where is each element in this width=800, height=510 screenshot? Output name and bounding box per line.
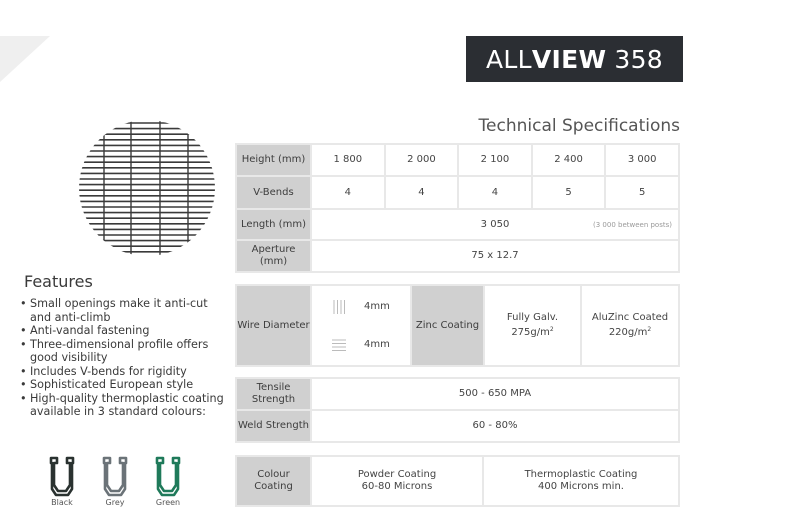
length-value: 3 050 [480,218,510,230]
profile-grey-icon [100,455,130,497]
thermo-coating-cell [483,456,679,506]
feature-item: • Anti-vandal fastening [20,324,230,338]
horizontal-wire-row [312,326,410,364]
product-title [466,36,683,82]
swatch-label: Grey [105,498,125,507]
fully-galv-cell [484,285,581,366]
tensile-value: 500 - 650 MPA [311,378,679,410]
vbends-value: 4 [385,176,459,209]
aluzinc-line2 [582,324,678,339]
aperture-value: 75 x 12.7 [311,240,679,272]
profile-green-icon [153,455,183,497]
galv-line2 [485,324,580,339]
height-value: 2 400 [532,144,606,176]
table-row-vbends [236,176,679,209]
length-label: Length (mm) [236,209,311,240]
aperture-label: Aperture (mm) [236,240,311,272]
height-value: 3 000 [605,144,679,176]
powder-line2: 60-80 Microns [361,481,433,492]
vbends-value: 4 [311,176,385,209]
horizontal-wires-icon [332,338,346,352]
swatch-black [42,455,82,507]
vbends-label: V-Bends [236,176,311,209]
title-bold: VIEW [531,44,607,74]
vertical-wire-value: 4mm [364,300,390,312]
height-value: 2 100 [458,144,532,176]
colour-coating-label: Colour Coating [236,456,311,506]
wire-zinc-table [235,284,680,367]
galv-value: 275g/m [511,327,550,338]
title-light: ALL [486,44,532,74]
table-row-length [236,209,679,240]
table-row-tensile [236,378,679,410]
corner-decoration [0,36,50,82]
feature-item: • High-quality thermoplastic coating available in 3 standard colours: [20,392,230,419]
table-row-aperture [236,240,679,272]
profile-black-icon [47,455,77,497]
table-row-wire [236,285,679,366]
swatch-green [148,455,188,507]
wire-diameter-label: Wire Diameter [236,285,311,366]
features-title: Features [24,272,93,291]
vertical-wires-icon [332,300,346,314]
dimensions-table [235,143,680,273]
swatch-label: Green [155,498,181,507]
height-value: 1 800 [311,144,385,176]
thermo-line1: Thermoplastic Coating [524,469,638,480]
tensile-label: Tensile Strength [236,378,311,410]
feature-item: • Small openings make it anti-cut and anti-climb [20,297,230,324]
spec-heading: Technical Specifications [478,116,680,136]
galv-line1: Fully Galv. [506,312,559,323]
galv-sup: 2 [549,326,554,333]
thermo-line2: 400 Microns min. [538,481,624,492]
mesh-illustration [78,119,216,257]
powder-coating-cell [311,456,483,506]
zinc-coating-label: Zinc Coating [411,285,484,366]
table-row-weld [236,410,679,442]
wire-diameter-values [311,285,411,366]
swatch-label: Black [51,498,73,507]
swatch-grey [95,455,135,507]
vbends-value: 5 [605,176,679,209]
coating-table [235,455,680,507]
aluzinc-value: 220g/m [608,327,648,338]
table-row-coating [236,456,679,506]
height-label: Height (mm) [236,144,311,176]
aluzinc-cell [581,285,679,366]
length-note: (3 000 between posts) [593,220,672,229]
length-cell [311,209,679,240]
table-row-height [236,144,679,176]
horizontal-wire-value: 4mm [364,338,390,350]
feature-item: • Includes V-bends for rigidity [20,365,230,379]
powder-line1: Powder Coating [357,469,437,480]
strength-table [235,377,680,443]
features-list [20,297,230,419]
vertical-wire-row [312,288,410,326]
weld-value: 60 - 80% [311,410,679,442]
vbends-value: 4 [458,176,532,209]
aluzinc-line1: AluZinc Coated [591,312,669,323]
vbends-value: 5 [532,176,606,209]
colour-swatches [40,455,190,510]
feature-item: • Three-dimensional profile offers good visibility [20,338,230,365]
feature-item: • Sophisticated European style [20,378,230,392]
aluzinc-sup: 2 [647,326,652,333]
title-number: 358 [614,44,663,74]
height-value: 2 000 [385,144,459,176]
weld-label: Weld Strength [236,410,311,442]
